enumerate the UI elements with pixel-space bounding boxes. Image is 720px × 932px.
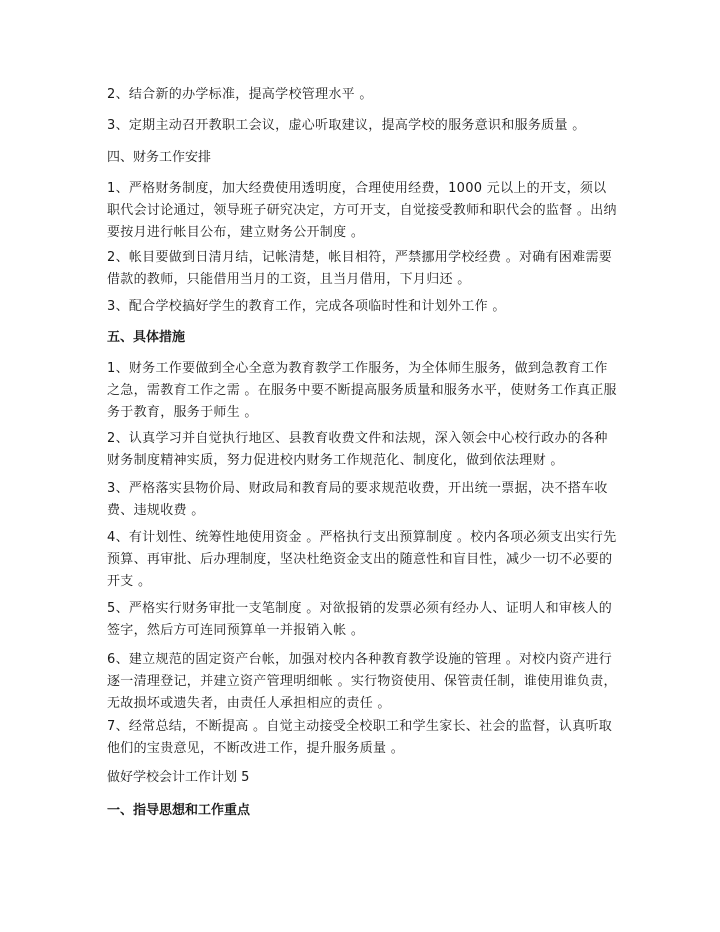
section-heading-1: 一、指导思想和工作重点	[107, 803, 251, 818]
paragraph-item-2: 2、结合新的办学标准，提高学校管理水平 。	[107, 87, 373, 102]
paragraph-measure-4: 4、有计划性、统筹性地使用资金 。严格执行支出预算制度 。校内各项必须支出实行先预算、再审批、后办理制度，坚决杜绝资金支出的随意性和盲目性，减少一切不必要的开支 。	[107, 530, 617, 589]
paragraph-measure-2: 2、认真学习并自觉执行地区、县教育收费文件和法规，深入领会中心校行政办的各种财务制度精神实质，努力促进校内财务工作规范化、制度化，做到依法理财 。	[107, 431, 608, 468]
paragraph-measure-1: 1、财务工作要做到全心全意为教育教学工作服务，为全体师生服务，做到急教育工作之急，需教育工作之需 。在服务中要不断提高服务质量和服务水平，使财务工作真正服务于教育，服务于师生 。	[107, 361, 617, 420]
section-heading-5: 五、具体措施	[107, 330, 186, 345]
paragraph-measure-6: 6、建立规范的固定资产台帐，加强对校内各种教育教学设施的管理 。对校内资产进行逐一清理登记，并建立资产管理明细帐 。实行物资使用、保管责任制，谁使用谁负责，无故损坏或遗失者，由责任人承担相应的责任 。	[107, 652, 617, 711]
paragraph-finance-1: 1、严格财务制度，加大经费使用透明度，合理使用经费，1000 元以上的开支，须以职代会讨论通过，领导班子研究决定，方可开支，自觉接受教师和职代会的监督 。出纳要按月进行帐目公布，建立财务公开制度 。	[107, 181, 617, 240]
paragraph-measure-3: 3、严格落实县物价局、财政局和教育局的要求规范收费，开出统一票据，决不搭车收费、违规收费 。	[107, 481, 608, 518]
plan-title: 做好学校会计工作计划 5	[107, 770, 250, 785]
paragraph-finance-3: 3、配合学校搞好学生的教育工作，完成各项临时性和计划外工作 。	[107, 299, 506, 314]
section-heading-4: 四、财务工作安排	[107, 150, 212, 165]
paragraph-measure-7: 7、经常总结，不断提高 。自觉主动接受全校职工和学生家长、社会的监督，认真听取他们的宝贵意见，不断改进工作，提升服务质量 。	[107, 719, 613, 756]
paragraph-finance-2: 2、帐目要做到日清月结，记帐清楚，帐目相符，严禁挪用学校经费 。对确有困难需要借款的教师，只能借用当月的工资，且当月借用，下月归还 。	[107, 250, 613, 287]
paragraph-item-3: 3、定期主动召开教职工会议，虚心听取建议，提高学校的服务意识和服务质量 。	[107, 118, 586, 133]
paragraph-measure-5: 5、严格实行财务审批一支笔制度 。对欲报销的发票必须有经办人、证明人和审核人的签字，然后方可连同预算单一并报销入帐 。	[107, 601, 613, 638]
